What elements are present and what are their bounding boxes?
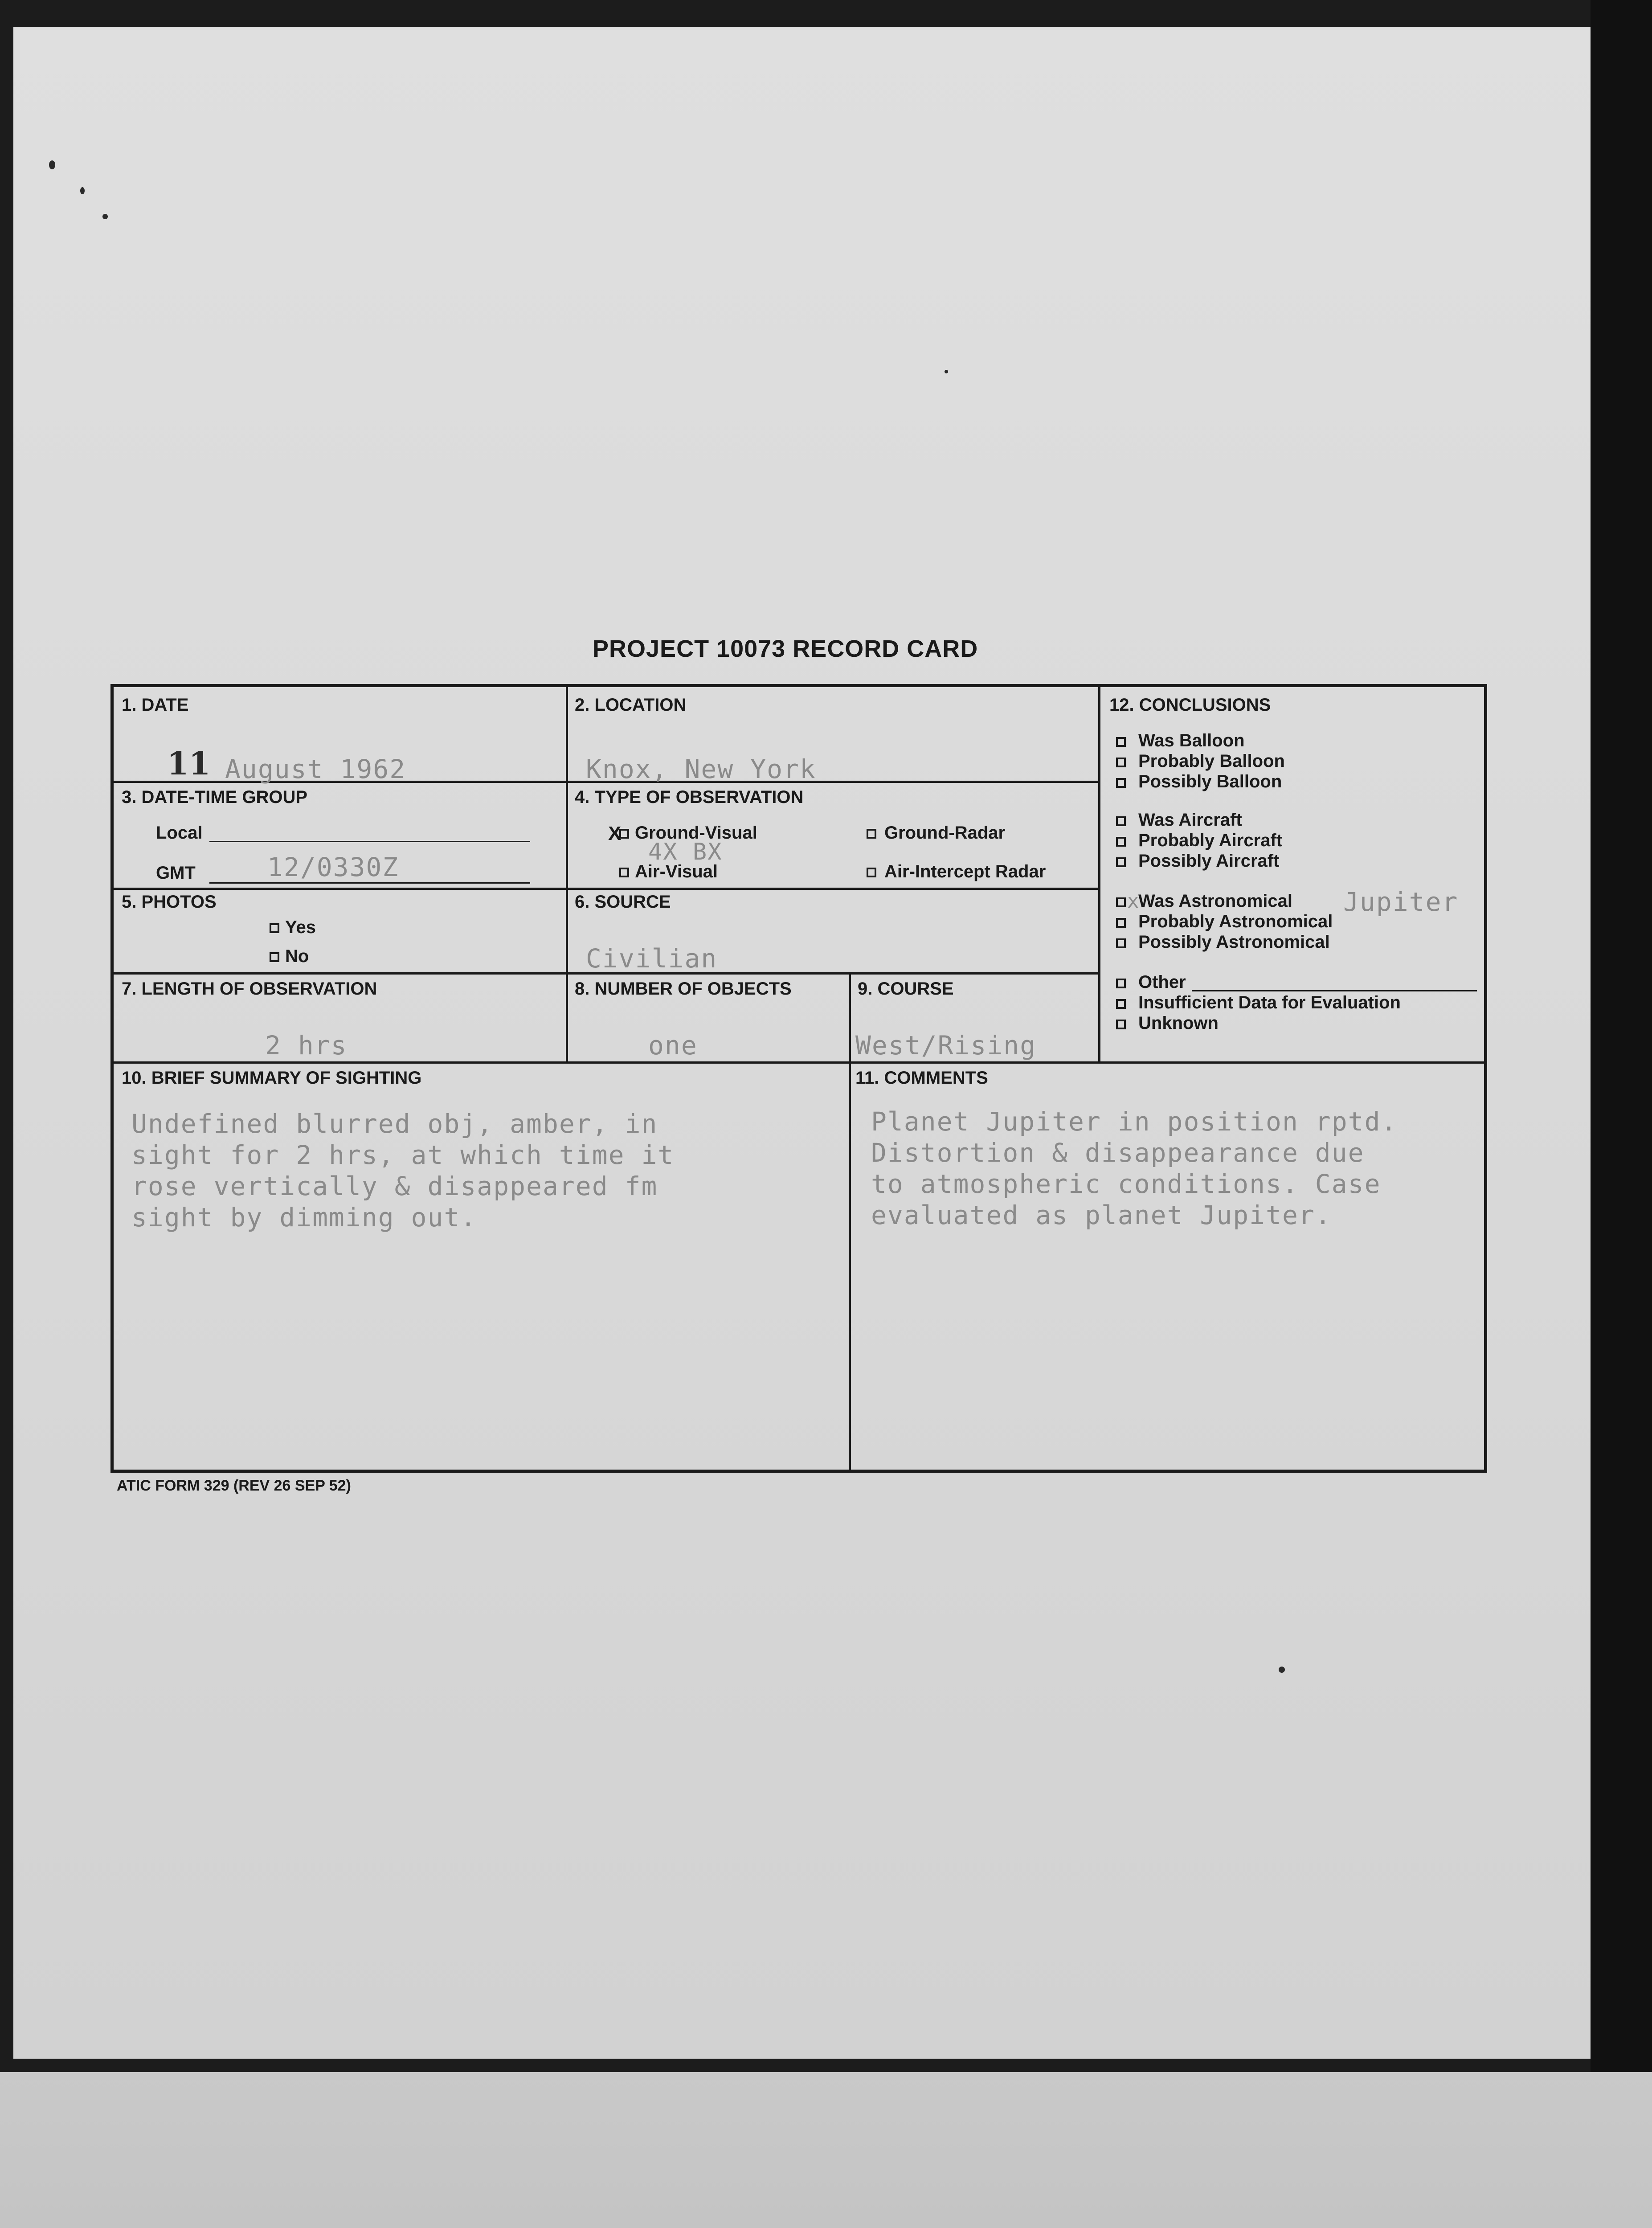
card-title: PROJECT 10073 RECORD CARD — [593, 635, 978, 662]
conclusion-item: Other — [1138, 972, 1186, 992]
insufficient-data-checkbox — [1116, 999, 1126, 1009]
divider — [114, 888, 1100, 890]
air-intercept-checkbox — [867, 868, 876, 877]
divider — [566, 687, 568, 1064]
photos-no-checkbox — [270, 952, 279, 962]
num-objects-value: one — [648, 1030, 698, 1061]
conclusion-item: Possibly Balloon — [1138, 772, 1282, 791]
source-label: 6. SOURCE — [575, 892, 671, 912]
probably-aircraft-checkbox — [1116, 837, 1126, 847]
length-value: 2 hrs — [265, 1030, 348, 1061]
length-label: 7. LENGTH OF OBSERVATION — [122, 979, 377, 999]
unknown-checkbox — [1116, 1020, 1126, 1029]
photos-no-label: No — [285, 946, 309, 966]
air-intercept-label: Air-Intercept Radar — [884, 862, 1046, 881]
was-astronomical-checkbox — [1116, 897, 1126, 907]
conclusions-label: 12. CONCLUSIONS — [1109, 695, 1271, 715]
form-footer: ATIC FORM 329 (REV 26 SEP 52) — [117, 1477, 351, 1494]
date-handwritten-mark: 11 — [167, 745, 211, 782]
source-value: Civilian — [586, 943, 718, 974]
ground-visual-mark: X — [608, 823, 622, 844]
course-value: West/Rising — [855, 1030, 1037, 1061]
ground-visual-label: Ground-Visual — [635, 823, 757, 843]
record-card — [110, 684, 1487, 1473]
conclusion-item: Insufficient Data for Evaluation — [1138, 993, 1401, 1012]
conclusion-item: Was Balloon — [1138, 731, 1245, 750]
date-value: August 1962 — [225, 754, 406, 784]
possibly-astronomical-checkbox — [1116, 938, 1126, 948]
air-visual-checkbox — [619, 868, 629, 877]
conclusion-item: Was Astronomical — [1138, 891, 1292, 911]
location-label: 2. LOCATION — [575, 695, 687, 715]
summary-text: Undefined blurred obj, amber, in sight for 2 hrs, at which time it rose vertically & disappeared fm sight by dimming out. — [131, 1109, 675, 1233]
was-aircraft-checkbox — [1116, 816, 1126, 826]
type-obs-label: 4. TYPE OF OBSERVATION — [575, 787, 804, 807]
date-label: 1. DATE — [122, 695, 189, 715]
ground-radar-label: Ground-Radar — [884, 823, 1006, 843]
gmt-value: 12/0330Z — [267, 852, 399, 882]
photos-label: 5. PHOTOS — [122, 892, 217, 912]
comments-label: 11. COMMENTS — [855, 1068, 988, 1088]
speck — [102, 214, 108, 219]
divider — [1098, 687, 1100, 1064]
num-objects-label: 8. NUMBER OF OBJECTS — [575, 979, 792, 999]
conclusion-item: Probably Balloon — [1138, 751, 1285, 771]
local-line — [209, 841, 530, 842]
possibly-balloon-checkbox — [1116, 778, 1126, 788]
conclusion-item: Probably Aircraft — [1138, 831, 1283, 850]
film-edge — [1591, 0, 1652, 2072]
probably-balloon-checkbox — [1116, 758, 1126, 767]
local-label: Local — [156, 823, 203, 843]
astronomical-check-mark: x — [1127, 890, 1140, 913]
speck — [945, 370, 948, 373]
summary-label: 10. BRIEF SUMMARY OF SIGHTING — [122, 1068, 422, 1088]
conclusion-item: Was Aircraft — [1138, 810, 1242, 830]
probably-astronomical-checkbox — [1116, 918, 1126, 928]
conclusion-item: Unknown — [1138, 1013, 1219, 1033]
photos-yes-checkbox — [270, 923, 279, 933]
gmt-label: GMT — [156, 863, 196, 883]
course-label: 9. COURSE — [858, 979, 954, 999]
astronomical-note: Jupiter — [1343, 887, 1459, 917]
dtg-label: 3. DATE-TIME GROUP — [122, 787, 308, 807]
air-visual-label: Air-Visual — [635, 862, 718, 881]
photos-yes-label: Yes — [285, 917, 316, 937]
speck — [1279, 1667, 1285, 1673]
ground-radar-checkbox — [867, 829, 876, 839]
gmt-line — [209, 882, 530, 884]
other-line — [1192, 990, 1477, 991]
comments-text: Planet Jupiter in position rptd. Distortion & disappearance due to atmospheric conditions. Case evaluated as planet Jupiter. — [871, 1106, 1398, 1230]
speck — [80, 187, 85, 194]
divider — [849, 1061, 851, 1471]
speck — [49, 160, 55, 169]
was-balloon-checkbox — [1116, 737, 1126, 747]
possibly-aircraft-checkbox — [1116, 857, 1126, 867]
conclusion-item: Probably Astronomical — [1138, 912, 1333, 931]
divider — [849, 972, 851, 1064]
location-value: Knox, New York — [586, 754, 816, 784]
other-checkbox — [1116, 979, 1126, 988]
conclusion-item: Possibly Astronomical — [1138, 932, 1330, 952]
type-obs-typed: 4X BX — [648, 839, 723, 865]
divider — [114, 1061, 1486, 1064]
conclusion-item: Possibly Aircraft — [1138, 851, 1280, 871]
film-lower-area — [0, 2072, 1652, 2228]
